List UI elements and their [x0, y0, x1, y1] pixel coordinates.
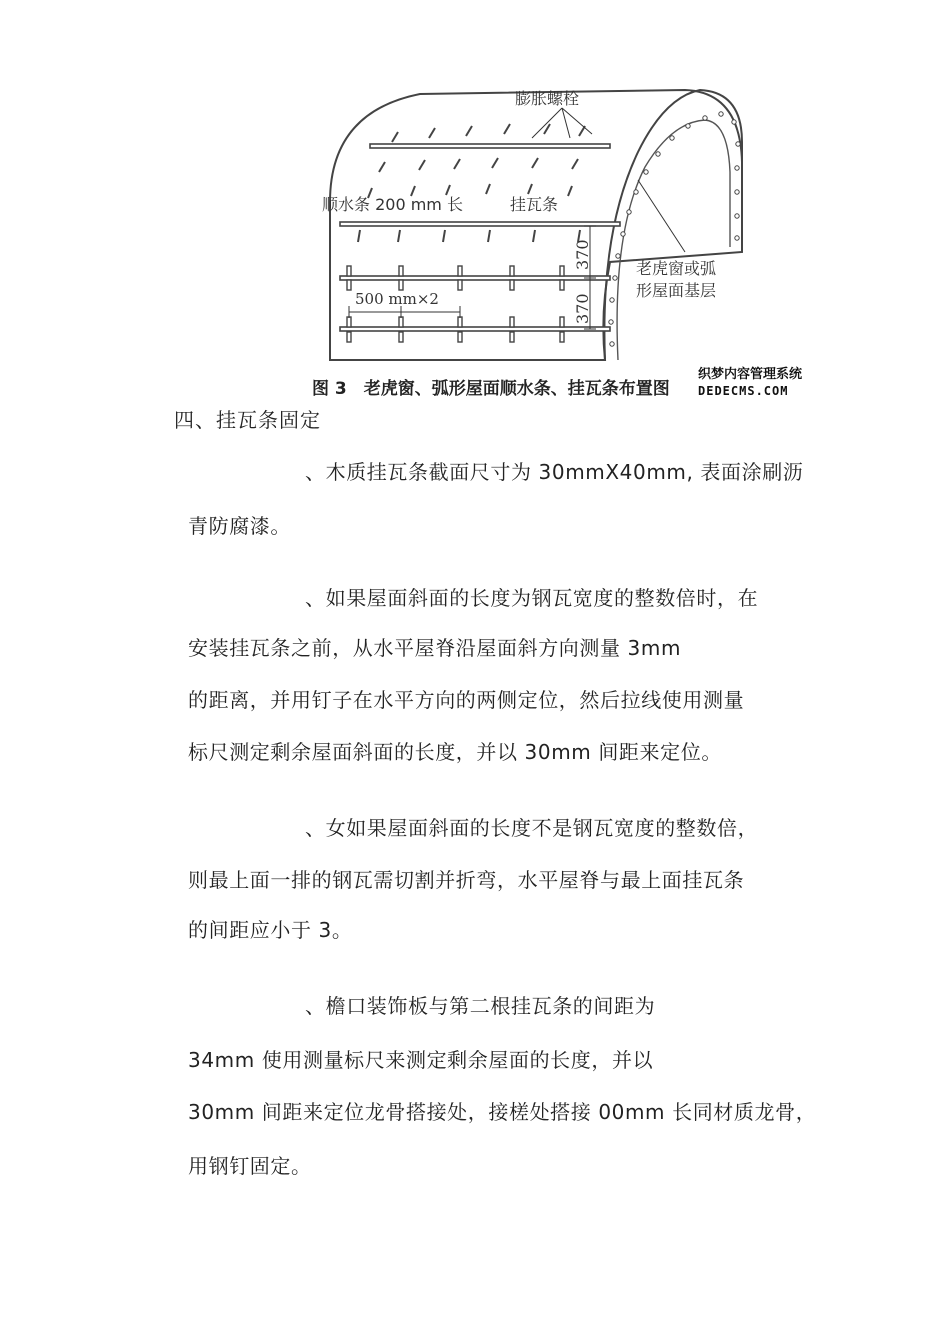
section-heading: 四、挂瓦条固定	[174, 408, 321, 432]
para3-line3: 的间距应小于 3。	[188, 918, 353, 942]
watermark-domain: DEDECMS.COM	[698, 384, 789, 398]
batten-label: 顺水条 200 mm 长	[322, 195, 463, 214]
roof-batten-figure	[300, 82, 840, 404]
dim-lower-label: 370	[573, 293, 592, 324]
spacing-label: 500 mm×2	[355, 290, 439, 308]
para2-line4: 标尺测定剩余屋面斜面的长度，并以 30mm 间距来定位。	[188, 740, 722, 764]
para3-line1: 、女如果屋面斜面的长度不是钢瓦宽度的整数倍，	[305, 816, 759, 840]
para4-line4: 用钢钉固定。	[188, 1154, 312, 1178]
para2-line1: 、如果屋面斜面的长度为钢瓦宽度的整数倍时，在	[305, 586, 759, 610]
figure-caption: 图 3 老虎窗、弧形屋面顺水条、挂瓦条布置图	[312, 379, 670, 399]
para1-line1: 、木质挂瓦条截面尺寸为 30mmX40mm, 表面涂刷沥	[305, 460, 804, 484]
roof-batten-diagram	[300, 82, 840, 404]
base-label-line1: 老虎窗或弧	[636, 259, 717, 278]
para4-line1: 、檐口装饰板与第二根挂瓦条的间距为	[305, 994, 656, 1018]
para4-line3: 30mm 间距来定位龙骨搭接处，接槎处搭接 00mm 长同材质龙骨，	[188, 1100, 817, 1124]
para4-line2: 34mm 使用测量标尺来测定剩余屋面的长度，并以	[188, 1048, 654, 1072]
para1-line2: 青防腐漆。	[188, 514, 291, 538]
base-label-line2: 形屋面基层	[636, 281, 717, 300]
dim-upper-label: 370	[573, 239, 592, 270]
para2-line3: 的距离，并用钉子在水平方向的两侧定位，然后拉线使用测量	[188, 688, 745, 712]
bolt-label: 膨胀螺栓	[515, 89, 580, 108]
para2-line2: 安装挂瓦条之前，从水平屋脊沿屋面斜方向测量 3mm	[188, 636, 682, 660]
watermark-title: 织梦内容管理系统	[698, 367, 803, 382]
para3-line2: 则最上面一排的钢瓦需切割并折弯，水平屋脊与最上面挂瓦条	[188, 868, 745, 892]
tile-batten-label: 挂瓦条	[510, 195, 559, 214]
